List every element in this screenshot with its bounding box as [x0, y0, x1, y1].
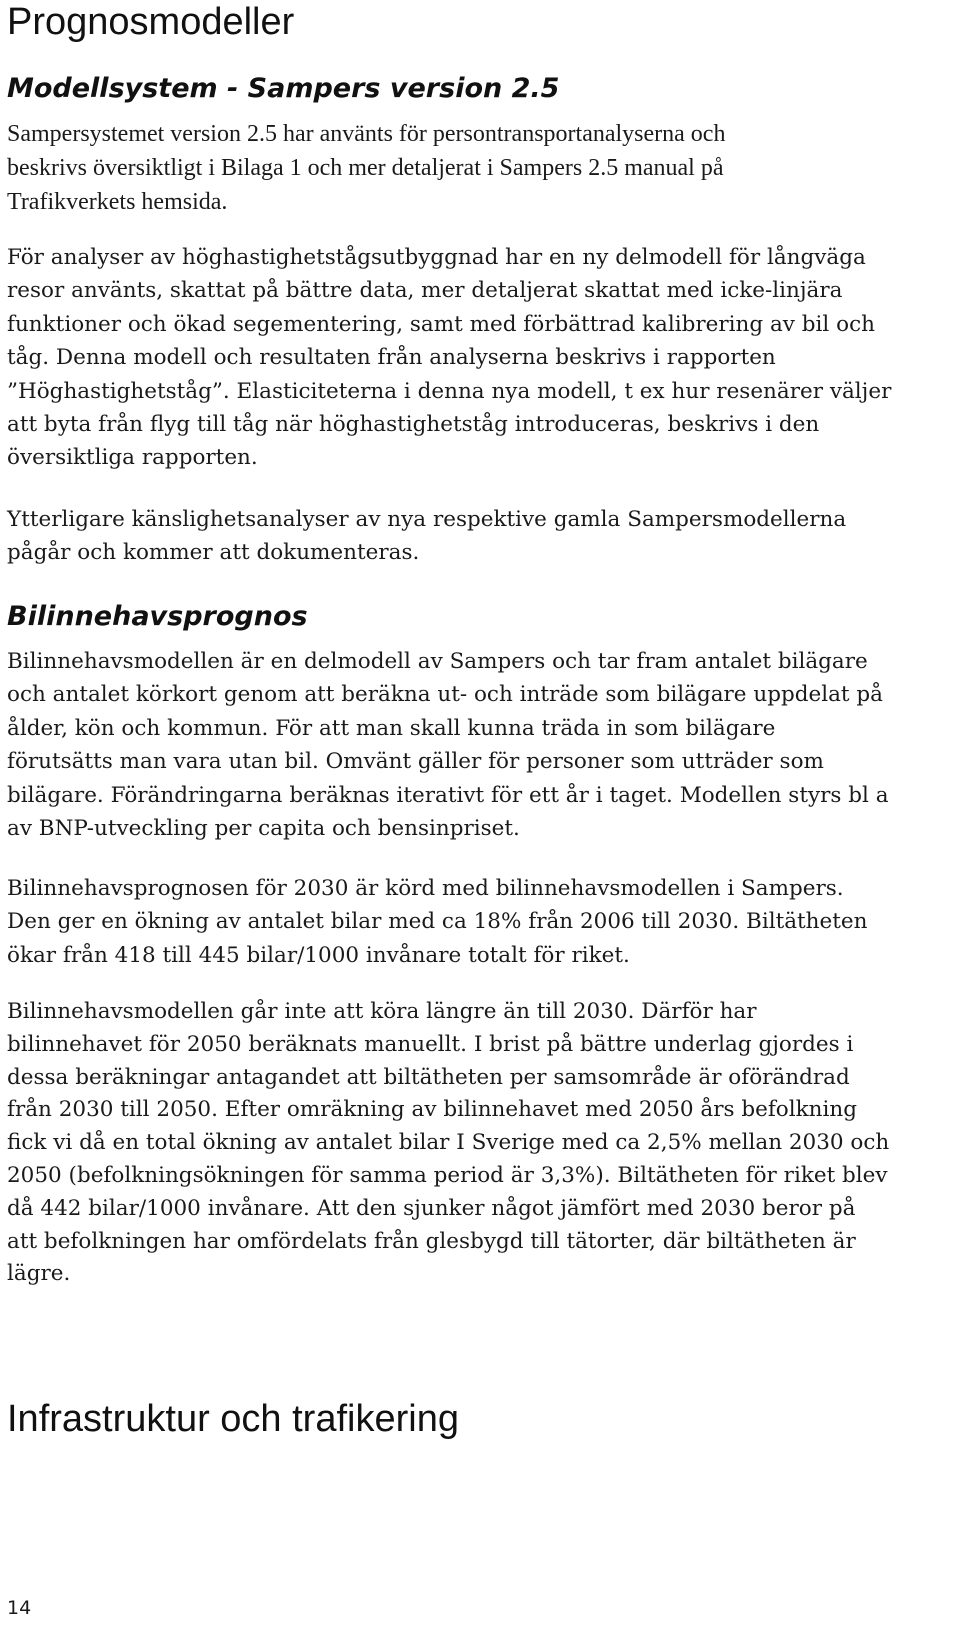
text-line: tåg. Denna modell och resultaten från analyserna beskrivs i rapporten	[7, 345, 776, 371]
paragraph-forecast-2030	[7, 872, 955, 972]
text-line: pågår och kommer att dokumenteras.	[7, 540, 420, 566]
text-line: ”Höghastighetståg”. Elasticiteterna i denna nya modell, t ex hur resenärer väljer	[7, 378, 892, 404]
text-line: Sampersystemet version 2.5 har använts för persontransportanalyserna och	[7, 121, 726, 147]
text-line: dessa beräkningar antagandet att biltätheten per samsområde är oförändrad	[7, 1064, 850, 1090]
text-line: och antalet körkort genom att beräkna ut- och inträde som bilägare uppdelat på	[7, 682, 883, 708]
section-title-modellsystem: Modellsystem - Sampers version 2.5	[7, 73, 560, 104]
text-line: bilinnehavet för 2050 beräknats manuellt. I brist på bättre underlag gjordes i	[7, 1031, 854, 1057]
text-line: Bilinnehavsmodellen är en delmodell av Sampers och tar fram antalet bilägare	[7, 649, 868, 674]
text-line: Bilinnehavsprognosen för 2030 är körd med bilinnehavsmodellen i Sampers.	[7, 876, 844, 901]
page-heading-prognosmodeller: Prognosmodeller	[7, 1, 295, 43]
text-line: fick vi då en total ökning av antalet bilar I Sverige med ca 2,5% mellan 2030 och	[7, 1130, 890, 1156]
paragraph-car-ownership-model	[7, 645, 955, 845]
text-line: ökar från 418 till 445 bilar/1000 invånare totalt för riket.	[7, 942, 630, 968]
text-line: Bilinnehavsmodellen går inte att köra längre än till 2030. Därför har	[7, 999, 757, 1024]
text-line: funktioner och ökad segementering, samt med förbättrad kalibrering av bil och	[7, 311, 875, 337]
text-line: översiktliga rapporten.	[7, 445, 258, 471]
text-line: bilägare. Förändringarna beräknas iterativt för ett år i taget. Modellen styrs bl a	[7, 782, 889, 808]
text-line: 2050 (befolkningsökningen för samma period är 3,3%). Biltätheten för riket blev	[7, 1162, 888, 1188]
paragraph-forecast-2050	[7, 996, 955, 1291]
text-line: För analyser av höghastighetstågsutbyggnad har en ny delmodell för långväga	[7, 245, 866, 270]
text-line: resor använts, skattat på bättre data, mer detaljerat skattat med icke-linjära	[7, 278, 843, 304]
text-line: då 442 bilar/1000 invånare. Att den sjunker något jämfört med 2030 beror på	[7, 1195, 856, 1221]
text-line: att byta från flyg till tåg när höghastighetståg introduceras, beskrivs i den	[7, 412, 820, 438]
text-line: förutsätts man vara utan bil. Omvänt gäller för personer som utträder som	[7, 749, 824, 775]
section-title-bilinnehavsprognos: Bilinnehavsprognos	[7, 601, 308, 632]
text-line: att befolkningen har omfördelats från glesbygd till tätorter, där biltätheten är	[7, 1228, 856, 1254]
text-line: lägre.	[7, 1261, 71, 1287]
text-line: ålder, kön och kommun. För att man skall kunna träda in som bilägare	[7, 715, 776, 741]
text-line: Ytterligare känslighetsanalyser av nya respektive gamla Sampersmodellerna	[7, 507, 847, 532]
paragraph-long-distance-model	[7, 241, 955, 475]
text-line: Den ger en ökning av antalet bilar med ca 18% från 2006 till 2030. Biltätheten	[7, 909, 868, 935]
paragraph-sensitivity-analyses	[7, 503, 955, 570]
text-line: Trafikverkets hemsida.	[7, 189, 228, 215]
text-line: av BNP-utveckling per capita och bensinpriset.	[7, 816, 520, 842]
page-heading-infrastruktur: Infrastruktur och trafikering	[7, 1398, 459, 1440]
text-line: från 2030 till 2050. Efter omräkning av bilinnehavet med 2050 års befolkning	[7, 1097, 857, 1123]
text-line: beskrivs översiktligt i Bilaga 1 och mer detaljerat i Sampers 2.5 manual på	[7, 155, 724, 181]
paragraph-sampers-intro	[7, 117, 955, 219]
page-number: 14	[7, 1597, 32, 1619]
